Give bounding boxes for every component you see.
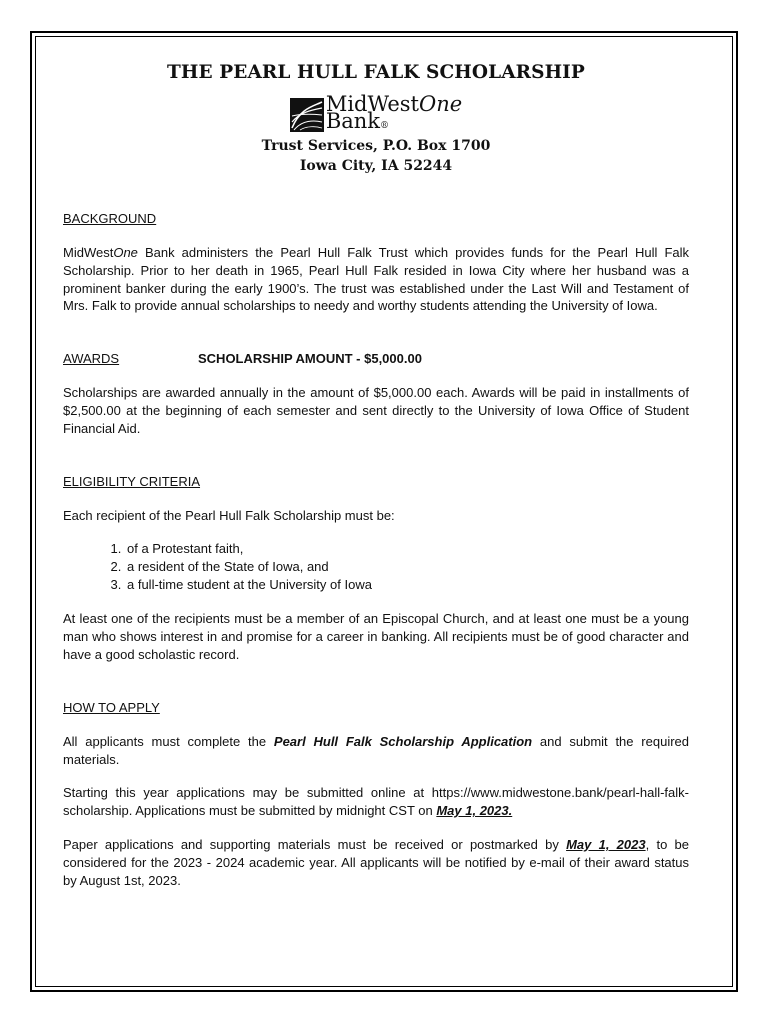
eligibility-intro: Each recipient of the Pearl Hull Falk Scholarship must be:	[63, 507, 395, 523]
section-background	[63, 210, 689, 315]
trust-address: Trust Services, P.O. Box 1700 Iowa City, IA 52244	[261, 138, 491, 174]
awards-header-row	[63, 350, 689, 368]
apply-heading: HOW TO APPLY	[63, 699, 160, 715]
eligibility-heading: ELIGIBILITY CRITERIA	[63, 473, 201, 489]
section-how-to-apply	[63, 699, 689, 890]
bank-logo-wordmark: MidWestOne Bank®	[325, 91, 463, 133]
document-body	[63, 60, 689, 889]
awards-paragraph: Scholarships are awarded annually in the amount of $5,000.00 each. Awards will be paid in installments of $2,500.00 at the beginning of each semester and sent directly to the University of Iowa Office of Student Financial Aid.	[63, 385, 689, 436]
apply-paragraph-3: Paper applications and supporting materials must be received or postmarked by May 1, 2023, to be considered for the 2023 - 2024 academic year. All applicants will be notified by e-mail of their award status by August 1st, 2023.	[63, 836, 689, 888]
eligibility-paragraph: At least one of the recipients must be a member of an Episcopal Church, and at least one must be a young man who shows interest in and promise for a career in banking. All recipients must be of good character and have a good scholastic record.	[63, 611, 689, 662]
document-title: THE PEARL HULL FALK SCHOLARSHIP	[167, 62, 585, 83]
awards-heading: AWARDS	[63, 351, 120, 367]
scholarship-amount: SCHOLARSHIP AMOUNT - $5,000.00	[198, 351, 422, 367]
background-heading: BACKGROUND	[63, 211, 157, 226]
list-item: 1. of a Protestant faith,	[125, 540, 689, 558]
section-eligibility	[63, 473, 689, 664]
postmark-date: May 1, 2023	[566, 836, 646, 852]
apply-paragraph-2: Starting this year applications may be submitted online at https://www.midwestone.bank/pearl-hall-falk-scholarship. Applications must be submitted by midnight CST on May 1, 2023.	[63, 785, 689, 819]
application-name: Pearl Hull Falk Scholarship Application	[273, 733, 533, 749]
bank-logo-icon	[290, 98, 324, 132]
bank-logo	[63, 91, 689, 134]
deadline-date: May 1, 2023.	[436, 803, 513, 819]
background-paragraph: MidWestOne Bank administers the Pearl Hull Falk Trust which provides funds for the Pearl Hull Falk Scholarship. Prior to her death in 1965, Pearl Hull Falk resided in Iowa City where her husband was a prominent banker during the early 1900’s. The trust was established under the Last Will and Testament of Mrs. Falk to provide annual scholarships to needy and worthy students attending the University of Iowa.	[63, 245, 689, 314]
eligibility-list	[63, 540, 689, 594]
apply-paragraph-1: All applicants must complete the Pearl Hull Falk Scholarship Application and submit the required materials.	[63, 733, 689, 767]
list-item: 2. a resident of the State of Iowa, and	[125, 558, 689, 576]
list-item: 3. a full-time student at the University of Iowa	[125, 576, 689, 594]
